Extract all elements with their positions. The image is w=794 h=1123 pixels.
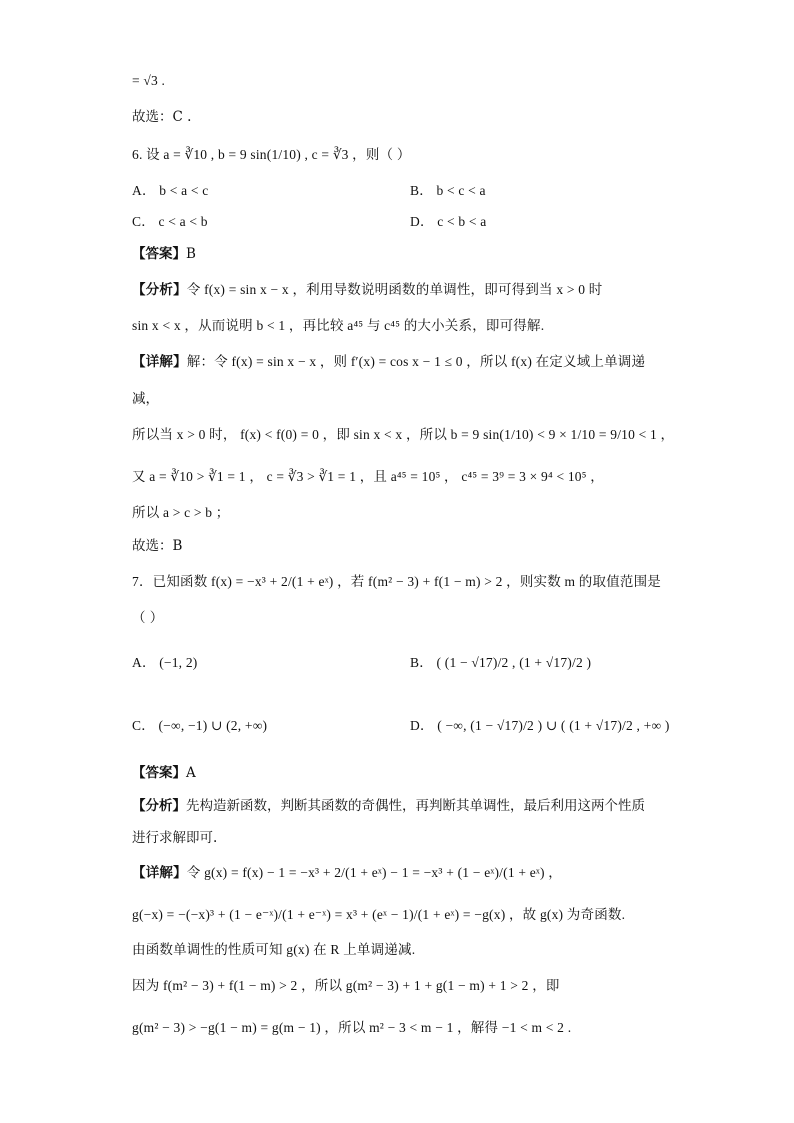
detail-6-c: 所以当 x > 0 时， f(x) < f(0) = 0 ，即 sin x < x ，所以 b = 9 sin(1/10) < 9 × 1/10 = 9/10 < 1 ， <box>132 427 675 442</box>
answer-tag: 【答案】 <box>132 246 186 262</box>
option-b: B． b < c < a <box>410 183 486 198</box>
option-d: D． c < b < a <box>410 214 487 229</box>
answer-value: A <box>186 765 196 781</box>
detail-7-b: g(−x) = −(−x)³ + (1 − e⁻ˣ)/(1 + e⁻ˣ) = x³ + (eˣ − 1)/(1 + eˣ) = −g(x) ，故 g(x) 为奇函数. <box>132 907 626 922</box>
detail-text: 解：令 f(x) = sin x − x ，则 f′(x) = cos x − 1 ≤ 0 ，所以 f(x) 在定义域上单调递 <box>186 354 646 369</box>
analysis-6-cont: sin x < x ，从而说明 b < 1 ，再比较 a⁴⁵ 与 c⁴⁵ 的大小关系，即可得解. <box>132 318 545 333</box>
analysis-text: 先构造新函数，判断其函数的奇偶性，再判断其单调性，最后利用这两个性质 <box>186 798 645 814</box>
option-a: A． (−1, 2) <box>132 655 198 670</box>
question-7-paren: （ ） <box>132 610 164 626</box>
detail-6-b: 减， <box>132 391 159 407</box>
option-c: C． c < a < b <box>132 214 208 229</box>
detail-text: 令 g(x) = f(x) − 1 = −x³ + 2/(1 + eˣ) − 1 = −x³ + (1 − eˣ)/(1 + eˣ) ， <box>186 865 563 880</box>
detail-6-d: 又 a = ∛10 > ∛1 = 1 ， c = ∛3 > ∛1 = 1 ，且 a⁴⁵ = 10⁵ ， c⁴⁵ = 3⁹ = 3 × 9⁴ < 10⁵ ， <box>132 469 604 484</box>
detail-6-f: 故选：B <box>132 538 183 554</box>
option-c: C． (−∞, −1) ∪ (2, +∞) <box>132 718 268 733</box>
analysis-tag: 【分析】 <box>132 282 187 297</box>
analysis-7-cont: 进行求解即可. <box>132 830 218 846</box>
detail-7-d: 因为 f(m² − 3) + f(1 − m) > 2 ，所以 g(m² − 3) + 1 + g(1 − m) + 1 > 2 ，即 <box>132 978 560 993</box>
analysis-text: 令 f(x) = sin x − x ，利用导数说明函数的单调性，即可得到当 x > 0 时 <box>186 282 603 297</box>
answer-tag: 【答案】 <box>132 765 186 781</box>
detail-6 <box>132 351 645 373</box>
detail-7-c: 由函数单调性的性质可知 g(x) 在 R 上单调递减. <box>132 942 416 957</box>
analysis-7 <box>132 795 645 817</box>
analysis-tag: 【分析】 <box>132 798 186 814</box>
detail-6-e: 所以 a > c > b ； <box>132 505 230 520</box>
math-line: = √3 . <box>132 73 166 88</box>
option-b: B． ( (1 − √17)/2 , (1 + √17)/2 ) <box>410 655 592 670</box>
detail-7 <box>132 862 562 884</box>
option-a: A． b < a < c <box>132 183 209 198</box>
detail-tag: 【详解】 <box>132 354 187 369</box>
detail-tag: 【详解】 <box>132 865 187 880</box>
answer-value: B <box>186 246 196 262</box>
question-7: 7．已知函数 f(x) = −x³ + 2/(1 + eˣ) ，若 f(m² − 3) + f(1 − m) > 2 ，则实数 m 的取值范围是 <box>132 574 662 589</box>
option-d: D． ( −∞, (1 − √17)/2 ) ∪ ( (1 + √17)/2 , +∞ ) <box>410 718 670 733</box>
answer-6 <box>132 243 196 265</box>
detail-7-e: g(m² − 3) > −g(1 − m) = g(m − 1) ，所以 m² − 3 < m − 1 ，解得 −1 < m < 2 . <box>132 1020 572 1035</box>
choice-line: 故选：C . <box>132 109 192 125</box>
analysis-6 <box>132 279 602 301</box>
question-6: 6. 设 a = ∛10 , b = 9 sin(1/10) , c = ∛3 ，则（ ） <box>132 147 411 162</box>
answer-7 <box>132 762 196 784</box>
